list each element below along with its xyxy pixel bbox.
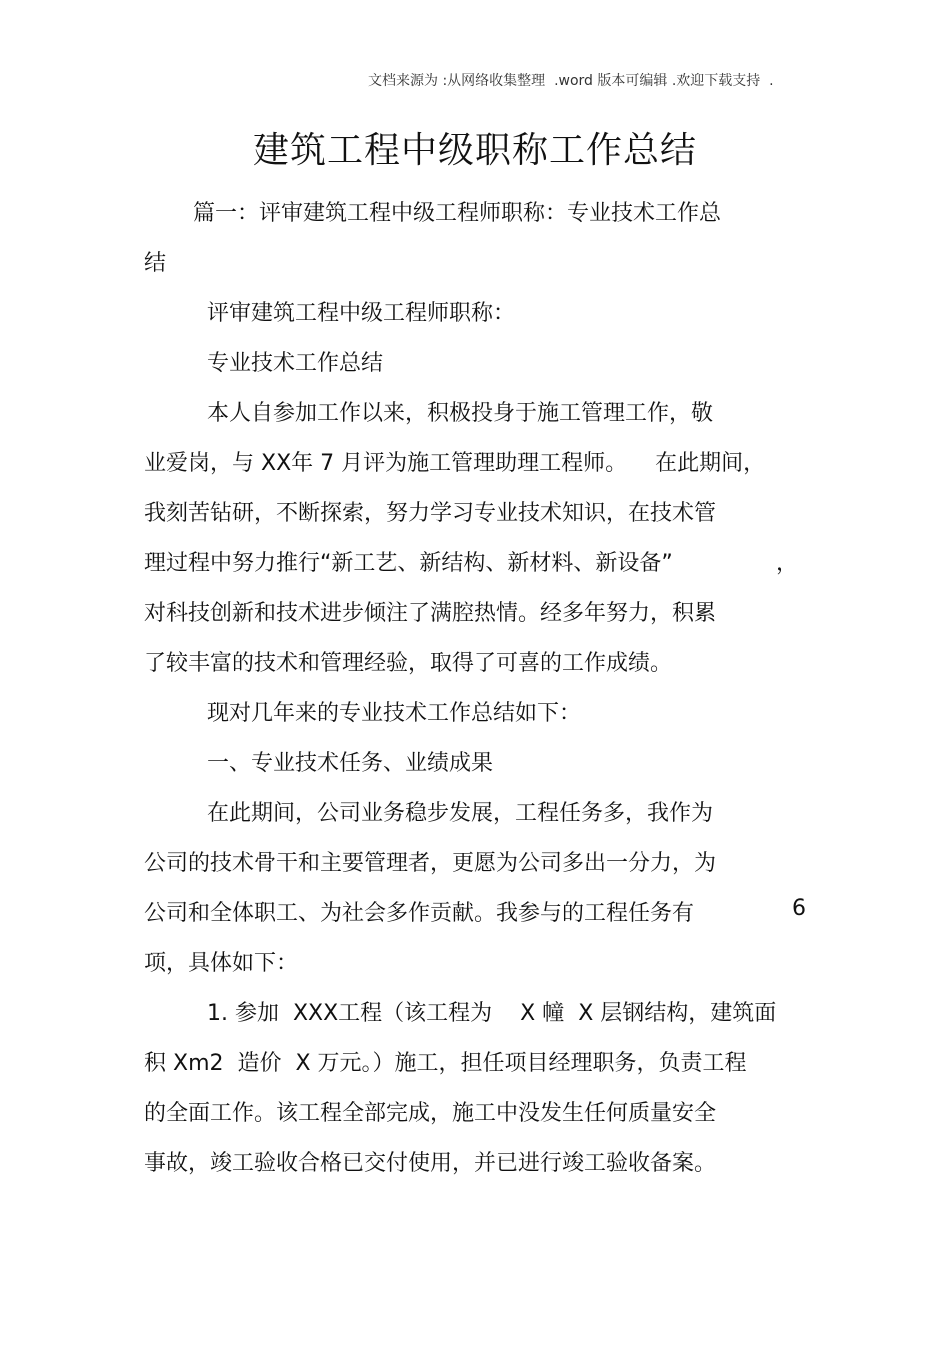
subtitle-line: 专业技术工作总结: [207, 351, 384, 376]
paragraph-line: 业爱岗，与 XX年 7 月评为施工管理助理工程师。 在此期间，: [144, 451, 766, 476]
list-item-line: 的全面工作。该工程全部完成，施工中没发生任何质量安全: [144, 1101, 717, 1126]
subtitle-line: 评审建筑工程中级工程师职称：: [207, 301, 516, 326]
list-item-line: 事故，竣工验收合格已交付使用，并已进行竣工验收备案。: [144, 1151, 717, 1176]
section-heading: 篇一：评审建筑工程中级工程师职称：专业技术工作总: [193, 201, 722, 226]
paragraph-line: 我刻苦钻研，不断探索，努力学习专业技术知识，在技术管: [144, 501, 717, 526]
project-count: 6: [792, 896, 806, 921]
paragraph-line: 公司的技术骨干和主要管理者，更愿为公司多出一分力，为: [144, 851, 717, 876]
paragraph-line: 在此期间，公司业务稳步发展，工程任务多，我作为: [207, 801, 714, 826]
paragraph-line: 项，具体如下：: [144, 951, 299, 976]
paragraph-line: 现对几年来的专业技术工作总结如下：: [207, 701, 582, 726]
paragraph-line: 公司和全体职工、为社会多作贡献。我参与的工程任务有: [144, 901, 695, 926]
paragraph-line: 对科技创新和技术进步倾注了满腔热情。经多年努力，积累: [144, 601, 717, 626]
paragraph-line: 理过程中努力推行“新工艺、新结构、新材料、新设备”: [144, 551, 673, 576]
list-heading: 一、专业技术任务、业绩成果: [207, 751, 494, 776]
paragraph-line: 本人自参加工作以来，积极投身于施工管理工作，敬: [207, 401, 714, 426]
section-heading-continued: 结: [144, 251, 167, 276]
list-item-line: 积 Xm2 造价 X 万元。）施工，担任项目经理职务，负责工程: [144, 1051, 747, 1076]
source-note: 文档来源为 :从网络收集整理 .word 版本可编辑 .欢迎下载支持 .: [368, 73, 774, 89]
page-title: 建筑工程中级职称工作总结: [252, 130, 697, 171]
list-item: 1. 参加 XXX工程（该工程为 X 幢 X 层钢结构，建筑面: [207, 1001, 777, 1026]
trailing-comma: ，: [776, 551, 799, 576]
paragraph-line: 了较丰富的技术和管理经验，取得了可喜的工作成绩。: [144, 651, 673, 676]
